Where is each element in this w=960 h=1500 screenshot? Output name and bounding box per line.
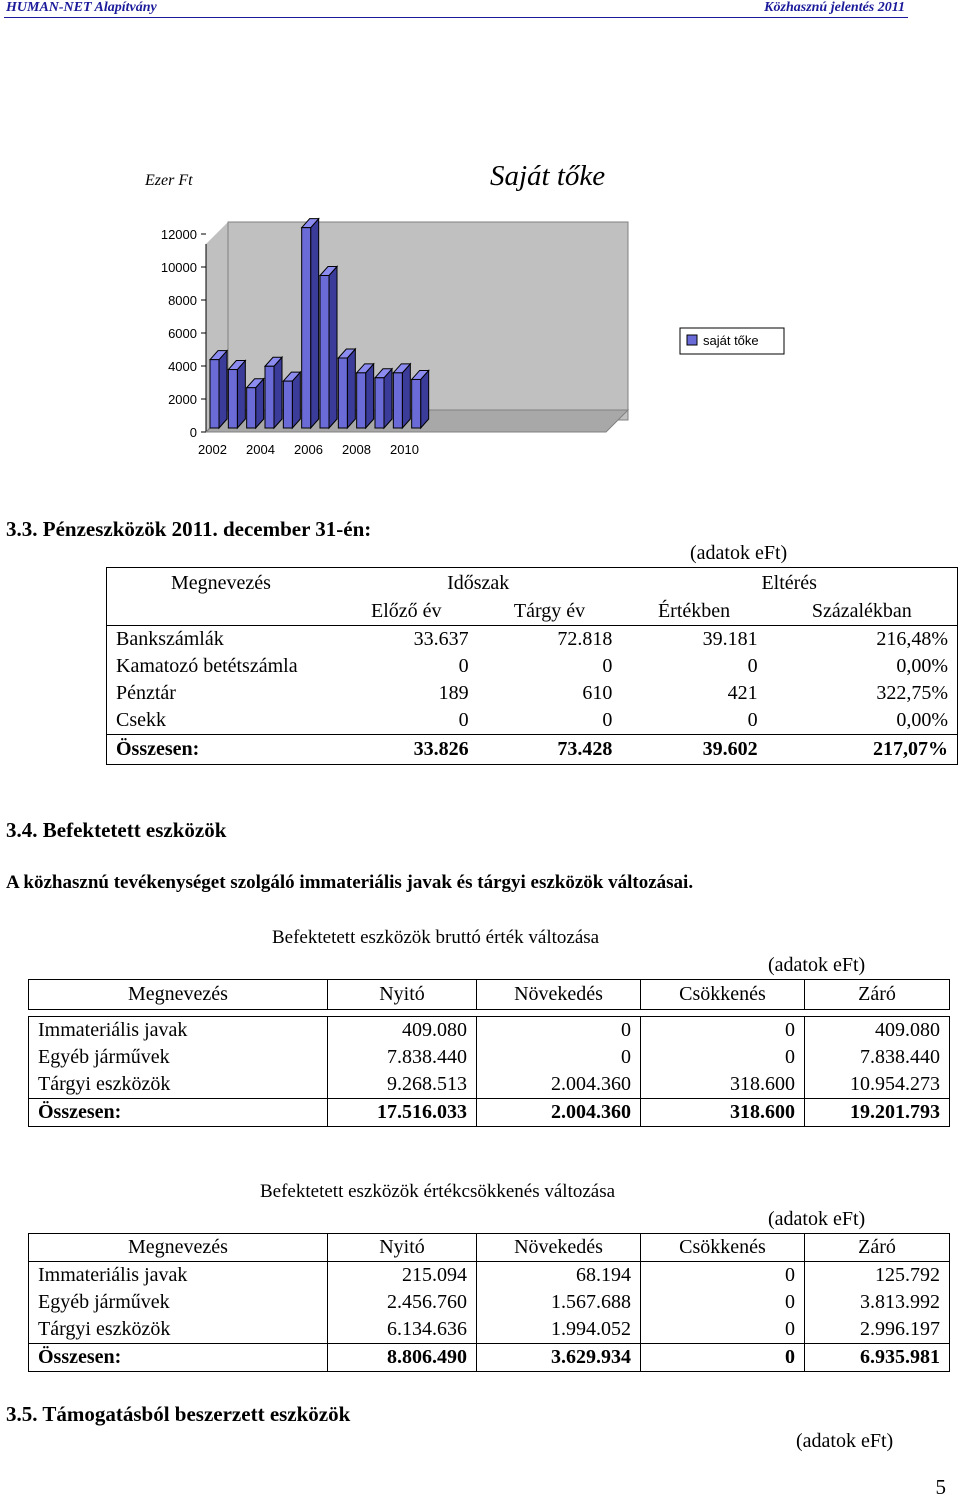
cell: 1.994.052 — [477, 1316, 641, 1344]
depreciation-table-caption: Befektetett eszközök értékcsökkenés változása — [260, 1181, 616, 1202]
equity-chart — [140, 205, 800, 465]
col-value-header: Értékben — [657, 600, 731, 622]
chart-x-axis — [198, 442, 419, 457]
total-row — [29, 1344, 950, 1372]
cell: 72.818 — [557, 628, 613, 650]
gross-table-caption: Befektetett eszközök bruttó érték változása — [272, 927, 600, 948]
header-rule — [4, 17, 908, 18]
y-tick-label: 0 — [189, 425, 197, 440]
s33-unit: (adatok eFt) — [690, 542, 788, 564]
cell: 8.806.490 — [328, 1344, 477, 1372]
bar — [265, 366, 274, 428]
cell: 0 — [747, 655, 758, 677]
cell: 10.954.273 — [805, 1071, 950, 1099]
cell: 68.194 — [477, 1262, 641, 1290]
col-prev-header: Előző év — [371, 600, 442, 622]
bar-side — [402, 364, 410, 428]
cell: 7.838.440 — [328, 1044, 477, 1071]
cell: 215.094 — [328, 1262, 477, 1290]
gross-value-table — [28, 979, 950, 1127]
bar-side — [311, 219, 319, 428]
legend-swatch — [687, 335, 697, 345]
cell: 6.935.981 — [805, 1344, 950, 1372]
table-row — [107, 626, 958, 654]
col-header: Nyitó — [328, 1234, 477, 1262]
col-name-header: Megnevezés — [171, 571, 271, 594]
bar — [210, 360, 219, 428]
cell: 2.004.360 — [477, 1071, 641, 1099]
cell: 0 — [477, 1044, 641, 1071]
bar — [375, 378, 384, 428]
table-row — [29, 1071, 950, 1099]
cell: 216,48% — [876, 628, 948, 650]
cell: 73.428 — [557, 738, 613, 760]
cell: Csekk — [116, 709, 166, 731]
cell: 3.629.934 — [477, 1344, 641, 1372]
table-row — [29, 1289, 950, 1316]
col-period-header: Időszak — [447, 571, 510, 594]
table-row — [29, 1044, 950, 1071]
cell: 0 — [641, 1017, 805, 1045]
total-row — [107, 735, 958, 765]
col-header: Csökkenés — [641, 980, 805, 1010]
bar — [412, 379, 421, 428]
y-tick-label: 2000 — [168, 392, 197, 407]
cell: 3.813.992 — [805, 1289, 950, 1316]
total-row — [29, 1099, 950, 1127]
x-tick-label: 2004 — [246, 442, 275, 457]
cell: 17.516.033 — [328, 1099, 477, 1127]
cell: 2.456.760 — [328, 1289, 477, 1316]
cell: 39.602 — [702, 738, 758, 760]
cell: 39.181 — [702, 628, 758, 650]
col-header: Csökkenés — [641, 1234, 805, 1262]
cash-table — [106, 567, 958, 765]
table-row — [29, 1316, 950, 1344]
section-3-5-title: 3.5. Támogatásból beszerzett eszközök — [6, 1402, 351, 1426]
bar-side — [366, 364, 374, 428]
y-tick-label: 8000 — [168, 293, 197, 308]
col-header: Megnevezés — [29, 980, 328, 1010]
x-tick-label: 2002 — [198, 442, 227, 457]
cell: 610 — [582, 682, 613, 704]
chart-title: Saját tőke — [490, 160, 606, 192]
bar-side — [219, 351, 227, 428]
section-3-4-subtitle: A közhasznú tevékenységet szolgáló immateriális javak és tárgyi eszközök változásai. — [6, 872, 694, 893]
cell: 0 — [641, 1044, 805, 1071]
col-curr-header: Tárgy év — [513, 600, 586, 622]
cell: Kamatozó betétszámla — [116, 655, 298, 677]
cell: 217,07% — [873, 738, 948, 760]
cell: 2.996.197 — [805, 1316, 950, 1344]
y-tick-label: 12000 — [160, 227, 197, 242]
cell: 0 — [641, 1262, 805, 1290]
cell: 125.792 — [805, 1262, 950, 1290]
cell: Összesen: — [116, 738, 200, 760]
cell: 1.567.688 — [477, 1289, 641, 1316]
bar — [283, 381, 292, 428]
cell: 189 — [438, 682, 469, 704]
cell: 322,75% — [876, 682, 948, 704]
bar-side — [421, 370, 429, 428]
depreciation-table — [28, 1233, 950, 1372]
legend-label: saját tőke — [703, 333, 759, 348]
cell: Összesen: — [29, 1099, 328, 1127]
depreciation-table-unit: (adatok eFt) — [768, 1208, 866, 1230]
bar — [302, 228, 311, 428]
cell: 0 — [641, 1344, 805, 1372]
x-tick-label: 2008 — [342, 442, 371, 457]
col-header: Záró — [805, 980, 950, 1010]
col-header: Növekedés — [477, 1234, 641, 1262]
cell: 0 — [602, 709, 613, 731]
cell: 0,00% — [896, 655, 948, 677]
cell: 318.600 — [641, 1071, 805, 1099]
section-3-3-title: 3.3. Pénzeszközök 2011. december 31-én: — [6, 517, 372, 541]
col-header: Nyitó — [328, 980, 477, 1010]
table-row — [107, 653, 958, 680]
bar — [320, 276, 329, 429]
bar — [338, 358, 347, 428]
y-tick-label: 6000 — [168, 326, 197, 341]
col-header: Záró — [805, 1234, 950, 1262]
table-row — [29, 1017, 950, 1045]
cell: 0 — [641, 1289, 805, 1316]
col-header: Növekedés — [477, 980, 641, 1010]
cell: 0 — [477, 1017, 641, 1045]
chart-legend — [680, 328, 784, 354]
cell: 33.826 — [413, 738, 469, 760]
bar — [228, 370, 237, 428]
cell: Egyéb járművek — [29, 1289, 328, 1316]
chart-y-axis — [161, 227, 206, 440]
bar-side — [384, 369, 392, 428]
bar-side — [274, 357, 282, 428]
bar — [393, 373, 402, 428]
cell: 0,00% — [896, 709, 948, 731]
cell: 33.637 — [413, 628, 469, 650]
cell: Tárgyi eszközök — [29, 1316, 328, 1344]
cell: 19.201.793 — [805, 1099, 950, 1127]
org-name: HUMAN-NET Alapítvány — [6, 0, 157, 15]
section-3-4-title: 3.4. Befektetett eszközök — [6, 818, 227, 842]
cell: Immateriális javak — [29, 1017, 328, 1045]
table-row — [29, 1262, 950, 1290]
cell: 421 — [727, 682, 758, 704]
cell: 409.080 — [805, 1017, 950, 1045]
x-tick-label: 2006 — [294, 442, 323, 457]
cell: 0 — [747, 709, 758, 731]
chart-unit-label: Ezer Ft — [145, 172, 193, 189]
bar-side — [329, 267, 337, 429]
report-name: Közhasznú jelentés 2011 — [764, 0, 905, 15]
y-tick-label: 4000 — [168, 359, 197, 374]
x-tick-label: 2010 — [390, 442, 419, 457]
cell: Tárgyi eszközök — [29, 1071, 328, 1099]
s35-unit: (adatok eFt) — [796, 1430, 894, 1452]
cell: 2.004.360 — [477, 1099, 641, 1127]
bar — [247, 388, 256, 428]
cell: Összesen: — [29, 1344, 328, 1372]
cell: 9.268.513 — [328, 1071, 477, 1099]
cell: 0 — [458, 655, 469, 677]
bar — [357, 373, 366, 428]
cell: 6.134.636 — [328, 1316, 477, 1344]
bar-side — [237, 361, 245, 428]
page-number: 5 — [935, 1475, 946, 1499]
cell: Immateriális javak — [29, 1262, 328, 1290]
table-row — [107, 707, 958, 735]
cell: 7.838.440 — [805, 1044, 950, 1071]
cell: 0 — [641, 1316, 805, 1344]
table-row — [107, 680, 958, 707]
cell: 409.080 — [328, 1017, 477, 1045]
col-header: Megnevezés — [29, 1234, 328, 1262]
cell: 0 — [458, 709, 469, 731]
cell: Bankszámlák — [116, 628, 224, 650]
gross-table-unit: (adatok eFt) — [768, 954, 866, 976]
bar-side — [347, 349, 355, 428]
y-tick-label: 10000 — [160, 260, 197, 275]
page-header — [0, 0, 960, 20]
cell: 318.600 — [641, 1099, 805, 1127]
cell: Pénztár — [116, 682, 176, 704]
cell: Egyéb járművek — [29, 1044, 328, 1071]
cell: 0 — [602, 655, 613, 677]
col-diff-header: Eltérés — [761, 571, 817, 594]
col-pct-header: Százalékban — [811, 600, 912, 622]
